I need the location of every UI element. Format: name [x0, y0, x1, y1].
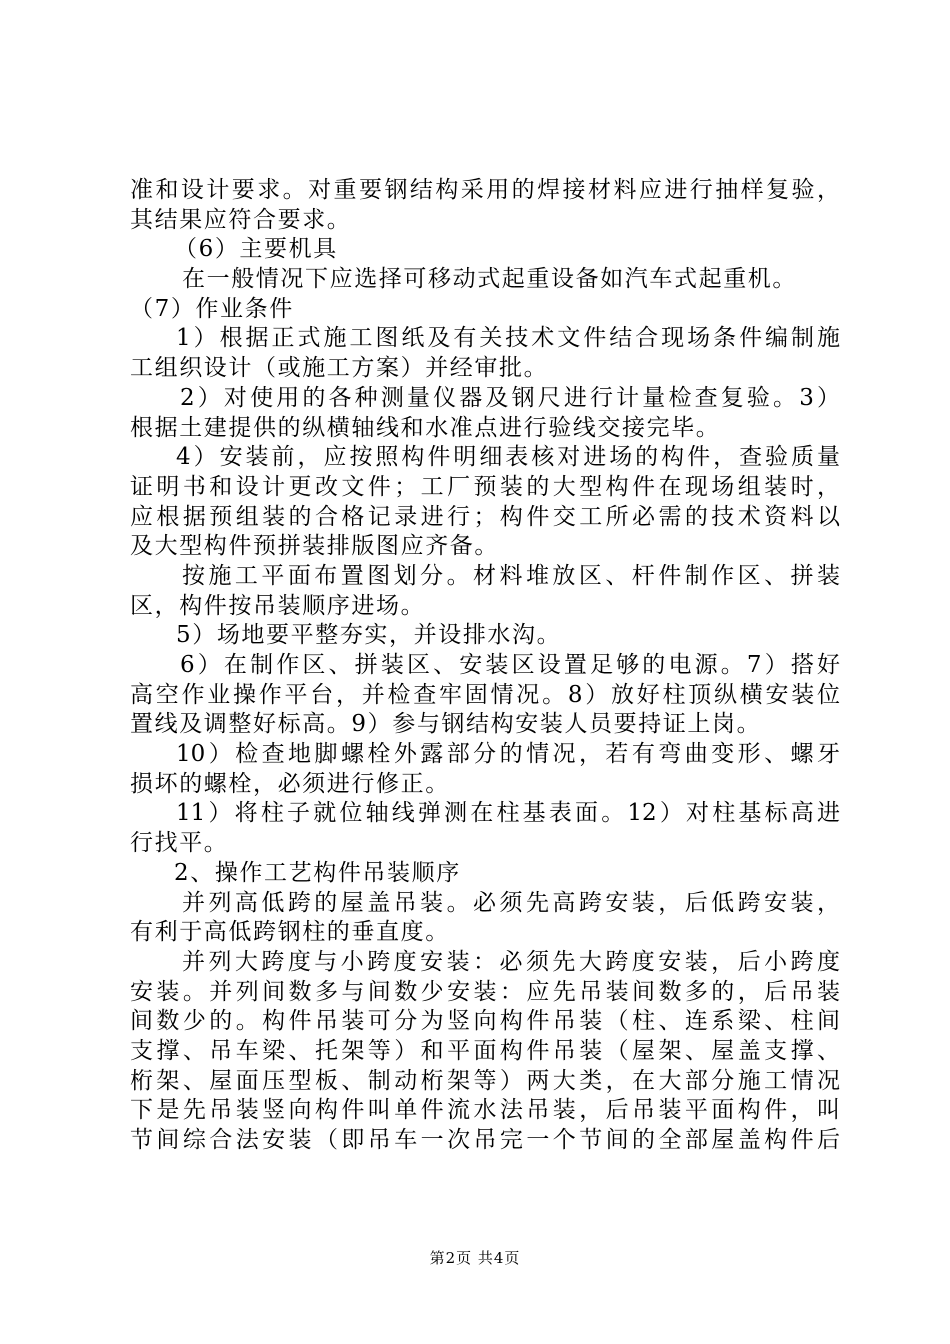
text-line: 及大型构件预拼装排版图应齐备。	[130, 533, 499, 560]
text-line: 安装。并列间数多与间数少安装：应先吊装间数多的，后吊装	[130, 978, 840, 1005]
text-line: 2）对使用的各种测量仪器及钢尺进行计量检查复验。3）	[180, 384, 840, 411]
text-line: 11）将柱子就位轴线弹测在柱基表面。12）对柱基标高进	[176, 800, 840, 827]
text-line: 区，构件按吊装顺序进场。	[130, 592, 426, 619]
text-line: 间数少的。构件吊装可分为竖向构件吊装（柱、连系梁、柱间	[130, 1008, 840, 1035]
text-line: 支撑、吊车梁、托架等）和平面构件吊装（屋架、屋盖支撑、	[130, 1037, 840, 1064]
text-line: 其结果应符合要求。	[130, 206, 352, 233]
text-line: 4）安装前，应按照构件明细表核对进场的构件，查验质量	[176, 444, 840, 471]
text-line: 工组织设计（或施工方案）并经审批。	[130, 355, 549, 382]
text-line: 损坏的螺栓，必须进行修正。	[130, 770, 450, 797]
text-line: （7）作业条件	[130, 295, 294, 322]
text-line: 置线及调整好标高。9）参与钢结构安装人员要持证上岗。	[130, 711, 762, 738]
text-line: 桁架、屋面压型板、制动桁架等）两大类，在大部分施工情况	[130, 1067, 840, 1094]
document-body	[130, 176, 840, 1156]
text-line: 有利于高低跨钢柱的垂直度。	[130, 919, 450, 946]
text-line: 下是先吊装竖向构件叫单件流水法吊装，后吊装平面构件，叫	[130, 1097, 840, 1124]
text-line: 准和设计要求。对重要钢结构采用的焊接材料应进行抽样复验，	[130, 177, 840, 203]
text-line: 证明书和设计更改文件；工厂预装的大型构件在现场组装时，	[130, 473, 840, 500]
text-line: 应根据预组装的合格记录进行；构件交工所必需的技术资料以	[130, 503, 840, 530]
text-line: 在一般情况下应选择可移动式起重设备如汽车式起重机。	[182, 266, 797, 293]
text-line: （6）主要机具	[174, 236, 338, 263]
text-line: 并列高低跨的屋盖吊装。必须先高跨安装，后低跨安装，	[182, 889, 840, 916]
text-line: 节间综合法安装（即吊车一次吊完一个节间的全部屋盖构件后	[130, 1127, 840, 1153]
text-line: 高空作业操作平台，并检查牢固情况。8）放好柱顶纵横安装位	[130, 681, 840, 708]
text-line: 并列大跨度与小跨度安装：必须先大跨度安装，后小跨度	[182, 948, 840, 975]
text-line: 5）场地要平整夯实，并设排水沟。	[176, 622, 562, 649]
text-line: 10）检查地脚螺栓外露部分的情况，若有弯曲变形、螺牙	[176, 741, 840, 768]
text-line: 1）根据正式施工图纸及有关技术文件结合现场条件编制施	[176, 325, 840, 352]
text-line: 按施工平面布置图划分。材料堆放区、杆件制作区、拼装	[182, 562, 840, 589]
text-line: 行找平。	[130, 830, 229, 857]
text-line: 2、操作工艺构件吊装顺序	[174, 859, 461, 886]
text-line: 6）在制作区、拼装区、安装区设置足够的电源。7）搭好	[180, 652, 840, 678]
text-line: 根据土建提供的纵横轴线和水准点进行验线交接完毕。	[130, 414, 721, 441]
page-footer: 第2页 共4页	[429, 1249, 521, 1267]
